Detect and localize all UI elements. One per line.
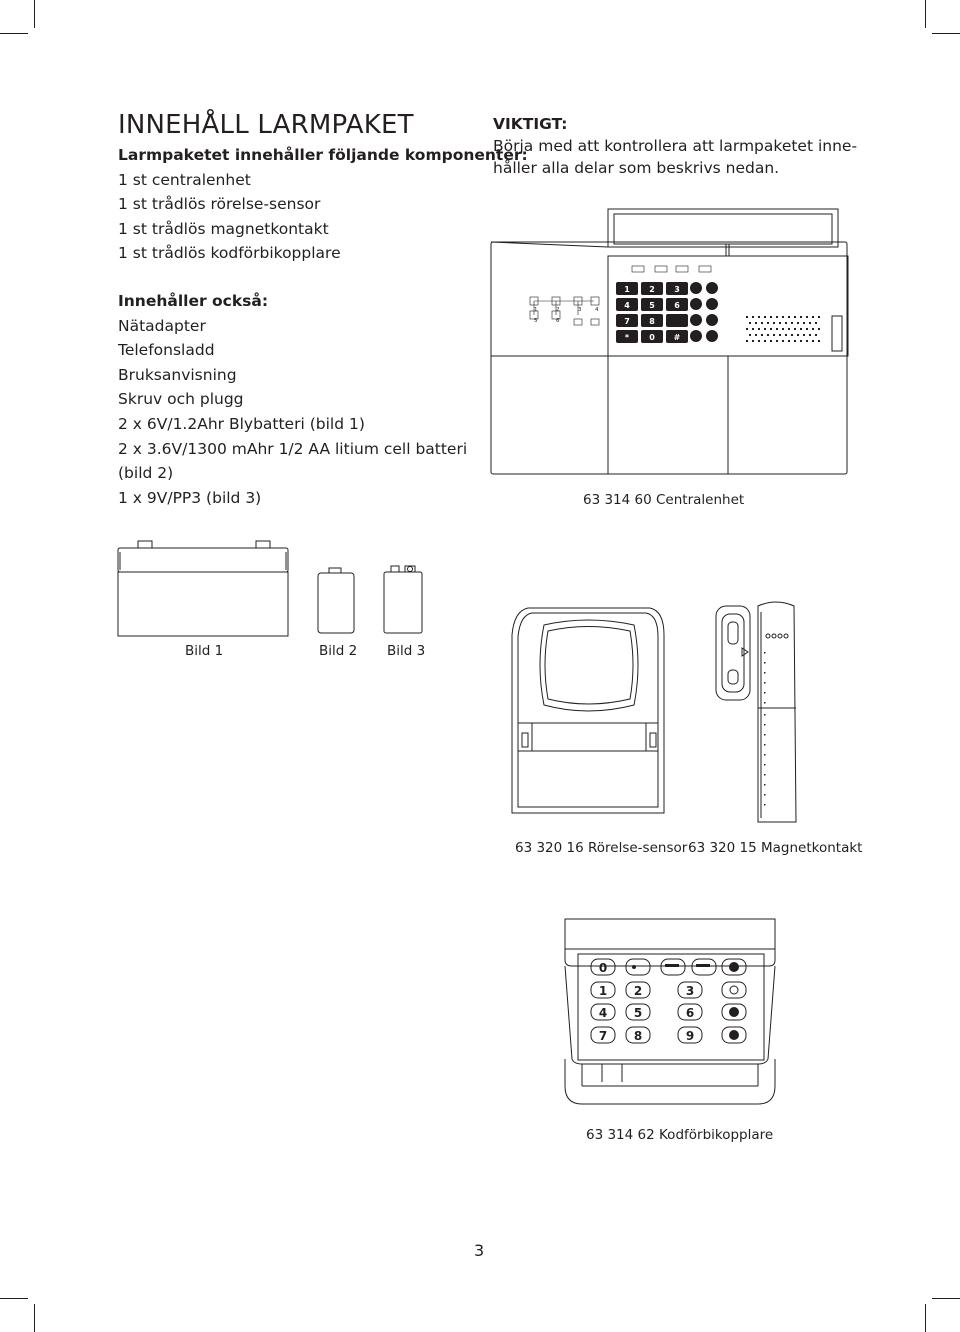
crop-mark (0, 33, 28, 34)
motion-caption: 63 320 16 Rörelse-sensor (515, 840, 688, 856)
key-label: * (624, 333, 630, 342)
key-label: 5 (649, 301, 655, 310)
key-label: 6 (685, 1006, 695, 1020)
crop-mark (34, 0, 35, 28)
zone-label: 5 (534, 318, 538, 324)
crop-mark (34, 1304, 35, 1332)
components-intro: Larmpaketet innehåller följande komponenter: (118, 146, 528, 164)
magnet-caption: 63 320 15 Magnetkontakt (688, 840, 863, 856)
list-item: 2 x 3.6V/1300 mAhr 1/2 AA litium cell batteri (118, 439, 468, 458)
central-caption: 63 314 60 Centralenhet (583, 492, 745, 508)
list-item: 2 x 6V/1.2Ahr Blybatteri (bild 1) (118, 414, 365, 433)
zone-labels (534, 307, 599, 324)
list-item: Skruv och plugg (118, 390, 244, 409)
important-line: Börja med att kontrollera att larmpaketet inne- (493, 137, 858, 155)
lead-battery-illustration (116, 540, 292, 640)
key-label: 0 (649, 333, 655, 342)
key-label: 1 (624, 285, 630, 294)
list-item: 1 x 9V/PP3 (bild 3) (118, 488, 262, 507)
also-list (118, 289, 467, 510)
central-keypad (616, 282, 718, 343)
list-item: 1 st trådlös rörelse-sensor (118, 195, 321, 214)
key-label: 1 (598, 984, 608, 998)
magnet-vent-dots (764, 652, 766, 806)
zone-label: 1 (534, 307, 538, 313)
crop-mark (925, 1304, 926, 1332)
components-list (118, 143, 528, 266)
key-label: 8 (649, 317, 655, 326)
list-item: 1 st trådlös magnetkontakt (118, 219, 329, 238)
magnet-contact-illustration (710, 600, 802, 830)
speaker-grille (746, 316, 820, 342)
key-label: 6 (674, 301, 680, 310)
page-title: INNEHÅLL LARMPAKET (118, 110, 414, 140)
zone-label: 4 (595, 307, 599, 313)
bild2-caption: Bild 2 (319, 643, 358, 659)
important-line: håller alla delar som beskrivs nedan. (493, 159, 780, 177)
list-item: 1 st trådlös kodförbikopplare (118, 244, 341, 263)
list-item: Nätadapter (118, 316, 206, 335)
crop-mark (932, 1298, 960, 1299)
keypad-caption: 63 314 62 Kodförbikopplare (586, 1127, 774, 1143)
key-label: 4 (598, 1006, 608, 1020)
central-unit-illustration (490, 208, 850, 478)
page-number: 3 (474, 1241, 485, 1260)
key-label: 5 (633, 1006, 643, 1020)
motion-sensor-illustration (508, 605, 670, 820)
key-label: 3 (685, 984, 695, 998)
key-label: 9 (685, 1029, 695, 1043)
also-heading: Innehåller också: (118, 292, 269, 310)
key-label: 0 (598, 961, 608, 975)
list-item: 1 st centralenhet (118, 170, 251, 189)
key-label: 4 (624, 301, 630, 310)
key-label: 2 (633, 984, 643, 998)
crop-mark (932, 33, 960, 34)
bild1-caption: Bild 1 (185, 643, 224, 659)
remote-keypad-illustration (562, 914, 780, 1114)
bild3-caption: Bild 3 (387, 643, 426, 659)
key-label: # (673, 333, 681, 342)
crop-mark (925, 0, 926, 28)
key-label: 8 (633, 1029, 643, 1043)
9v-battery-illustration (382, 564, 424, 636)
lithium-cell-illustration (316, 566, 356, 636)
zone-label: 3 (578, 307, 582, 313)
zone-label: 6 (556, 318, 560, 324)
remote-keypad-buttons (591, 959, 746, 1043)
important-heading: VIKTIGT: (493, 115, 568, 133)
list-item: Telefonsladd (118, 341, 215, 360)
list-item: (bild 2) (118, 464, 174, 483)
important-notice (493, 113, 857, 179)
key-label: 2 (649, 285, 655, 294)
list-item: Bruksanvisning (118, 365, 237, 384)
zone-label: 2 (556, 307, 560, 313)
key-label: 7 (624, 317, 630, 326)
key-label: 7 (598, 1029, 608, 1043)
crop-mark (0, 1298, 28, 1299)
key-label: 3 (674, 285, 680, 294)
